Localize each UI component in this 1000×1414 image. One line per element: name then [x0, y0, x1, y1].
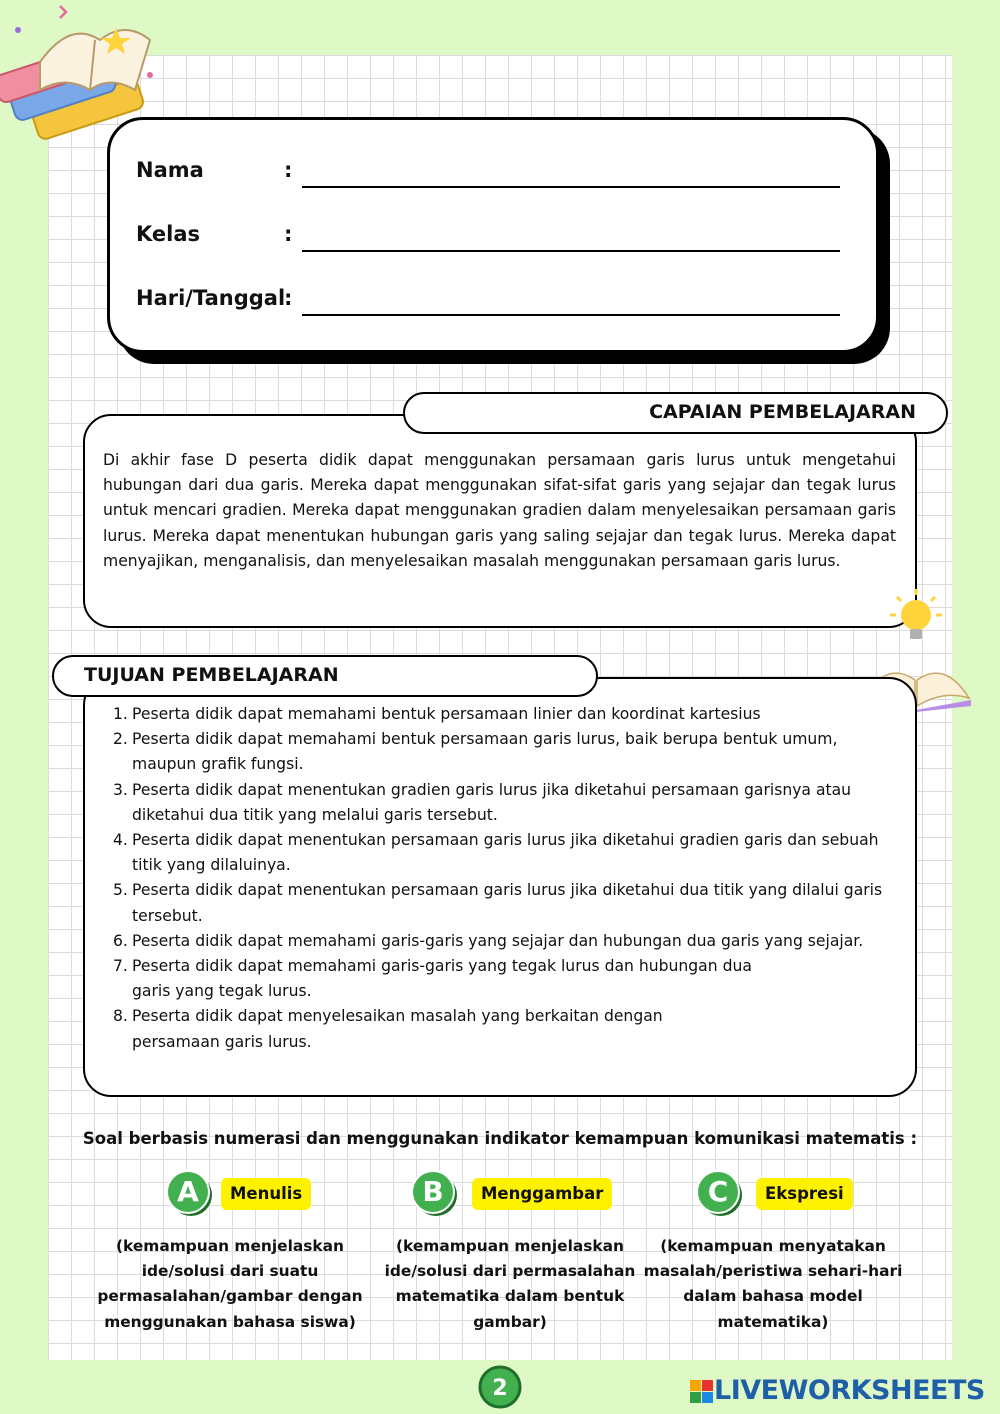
soal-heading: Soal berbasis numerasi dan menggunakan indikator kemampuan komunikasi matematis :	[82, 1129, 918, 1148]
name-input-line[interactable]	[302, 186, 840, 188]
tujuan-title: TUJUAN PEMBELAJARAN	[52, 655, 598, 697]
indicator-c-name: Ekspresi	[756, 1178, 853, 1210]
name-colon: :	[284, 158, 293, 182]
indicator-b-name: Menggambar	[472, 1178, 612, 1210]
class-label: Kelas	[136, 222, 201, 246]
identity-card	[107, 117, 879, 353]
name-field	[136, 158, 856, 198]
indicator-c-desc: (kemampuan menyatakan masalah/peristiwa sehari-hari dalam bahasa model matematika)	[643, 1237, 903, 1331]
item-number: 1.	[113, 705, 128, 723]
item-number: 5.	[113, 881, 128, 900]
item-number: 3.	[113, 780, 128, 799]
letter-c-badge-icon	[695, 1168, 745, 1218]
indicator-a-name: Menulis	[221, 1178, 311, 1210]
item-text: Peserta didik dapat memahami bentuk persamaan garis lurus, baik berupa bentuk umum, maupun grafik fungsi.	[132, 730, 838, 774]
letter-b-badge-icon	[410, 1168, 460, 1218]
capaian-title: CAPAIAN PEMBELAJARAN	[403, 392, 948, 434]
class-input-line[interactable]	[302, 250, 840, 252]
date-input-line[interactable]	[302, 314, 840, 316]
item-text: Peserta didik dapat menentukan persamaan garis lurus jika diketahui gradien garis dan sebuah titik yang dilaluinya.	[132, 831, 879, 875]
liveworksheets-text: LIVEWORKSHEETS	[714, 1375, 985, 1406]
indicator-a-desc: (kemampuan menjelaskan ide/solusi dari suatu permasalahan/gambar dengan menggunakan bahasa siswa)	[97, 1237, 363, 1331]
tujuan-list	[113, 702, 903, 1055]
list-item	[113, 878, 903, 928]
date-label: Hari/Tanggal	[136, 286, 286, 310]
item-number: 2.	[113, 730, 128, 749]
item-number: 4.	[113, 831, 128, 850]
class-colon: :	[284, 222, 293, 246]
class-field	[136, 222, 856, 262]
item-number: 6.	[113, 931, 128, 950]
list-item	[113, 828, 903, 878]
letter-b: B	[422, 1175, 444, 1208]
letter-a: A	[177, 1175, 199, 1208]
name-label: Nama	[136, 158, 204, 182]
date-colon: :	[284, 286, 293, 310]
item-number: 8.	[113, 1007, 128, 1026]
item-text: Peserta didik dapat menentukan gradien garis lurus jika diketahui persamaan garisnya atau diketahui dua titik yang melalui garis tersebut.	[132, 780, 852, 824]
list-item	[113, 727, 903, 777]
page-number: 2	[492, 1376, 508, 1401]
list-item	[113, 702, 903, 727]
item-number: 7.	[113, 957, 128, 976]
capaian-text: Di akhir fase D peserta didik dapat menggunakan persamaan garis lurus untuk mengetahui hubungan dari dua garis. Mereka dapat menggunakan sifat-sifat garis yang sejajar dan tegak lurus untuk mencari gradien. Mereka dapat menggunakan gradien dalam menyelesaikan persamaan garis lurus. Mereka dapat menentukan hubungan garis yang saling sejajar dan tegak lurus. Mereka dapat menyajikan, menganalisis, dan menyelesaikan masalah menggunakan persamaan garis lurus.	[103, 451, 896, 570]
indicator-b-desc: (kemampuan menjelaskan ide/solusi dari permasalahan matematika dalam bentuk gambar)	[384, 1237, 636, 1331]
list-item	[113, 929, 903, 954]
letter-a-badge-icon	[165, 1168, 215, 1218]
liveworksheets-logo-icon	[690, 1380, 714, 1404]
item-text: Peserta didik dapat memahami garis-garis yang tegak lurus dan hubungan dua garis yang tegak lurus.	[132, 957, 752, 1001]
item-text: Peserta didik dapat menyelesaikan masalah yang berkaitan dengan persamaan garis lurus.	[132, 1007, 663, 1051]
list-item	[113, 954, 903, 1004]
item-text: Peserta didik dapat memahami bentuk persamaan linier dan koordinat kartesius	[132, 705, 761, 723]
item-text: Peserta didik dapat memahami garis-garis yang sejajar dan hubungan dua garis yang sejajar.	[132, 931, 864, 950]
page-number-badge	[478, 1365, 522, 1409]
list-item	[113, 778, 903, 828]
list-item	[113, 1004, 903, 1054]
date-field	[136, 286, 856, 326]
letter-c: C	[707, 1175, 729, 1208]
item-text: Peserta didik dapat menentukan persamaan garis lurus jika diketahui dua titik yang dilalui garis tersebut.	[132, 881, 883, 925]
